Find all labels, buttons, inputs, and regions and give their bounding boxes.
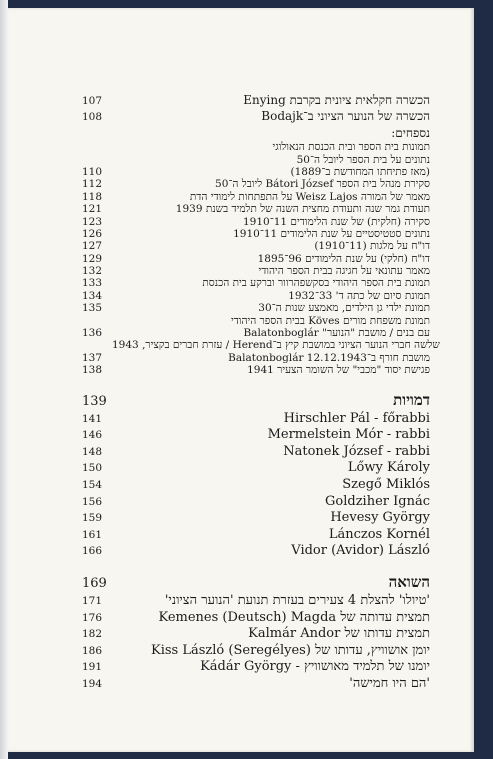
book-left-edge: [0, 0, 8, 759]
entry-title: תמונות בית הספר ובית הכנסת הנאולוגי: [272, 141, 430, 154]
toc-entry: [82, 494, 430, 511]
page-number: 154: [82, 478, 103, 491]
entry-title: עם בנים / מושבת "הנוער" Balatonboglár: [243, 327, 430, 340]
entry-title: דו"ח על מלגות (11־1910): [314, 240, 430, 253]
entry-title: נתונים על בית הספר ליובל ה־50: [296, 153, 430, 166]
page-number: 136: [82, 327, 103, 340]
page-number: 107: [82, 95, 103, 107]
entry-title: Szegő Miklós: [342, 476, 430, 492]
entry-title: מאמר עתונאי על חגיגה בבית הספר היהודי: [258, 265, 430, 278]
toc-entry: [82, 339, 440, 352]
page-number: 126: [82, 227, 103, 240]
entry-title: Lánczos Kornél: [328, 526, 430, 542]
page-number: 110: [82, 165, 103, 178]
entry-title: מאמר של המורה Weisz Lajos על התפתחות לימודי הדת: [189, 190, 430, 203]
toc-entry: [82, 253, 430, 265]
entry-title: סקירת מנהל בית הספר Bátori József ליובל ה־50: [215, 178, 430, 191]
entry-title: פגישת יסוד "מכבי" של השומר הצעיר 1941: [247, 364, 430, 377]
toc-entry: [82, 659, 430, 676]
toc-entry: [82, 411, 430, 428]
page-number: 161: [82, 528, 103, 541]
entry-title: Mermelstein Mór - rabbi: [267, 427, 430, 443]
page-number: 123: [82, 215, 103, 228]
entry-title: Hevesy György: [330, 510, 430, 526]
entry-title: Goldziher Ignác: [325, 493, 430, 509]
toc-entry: [82, 228, 430, 240]
toc-entry: [82, 364, 430, 376]
entry-title: (מאז פתיחתו המחודשת ב־1889): [290, 165, 430, 178]
page-number: 156: [82, 495, 103, 508]
toc-entry: [82, 92, 430, 108]
entry-title: Lőwy Károly: [347, 460, 430, 476]
entry-title: Natonek József - rabbi: [283, 443, 430, 459]
page-number: 129: [82, 252, 103, 265]
entry-title: תמצית עדותו של Kalmár Andor: [248, 626, 430, 642]
page-number: 169: [82, 575, 107, 591]
entry-title: יומן אושוויץ, עדותו של (Seregélyes) Kiss László: [151, 642, 430, 658]
page-number: 182: [82, 628, 103, 641]
toc-entry: [82, 527, 430, 544]
toc-entry: [82, 460, 430, 477]
entry-title: מושבת חורף ב־Balatonboglár 12.12.1943: [228, 351, 430, 364]
toc-entry: [82, 302, 430, 314]
entry-title: הכשרה חקלאית ציונית בקרבת Enying: [243, 93, 430, 107]
toc-entry: [82, 290, 430, 302]
toc-entry: [82, 203, 430, 215]
entry-title: נתונים סטטיסטיים על שנת הלימודים 11־1910: [233, 227, 430, 240]
toc-entry: [82, 277, 430, 289]
toc-entry: [82, 444, 430, 461]
toc-entry: [82, 166, 430, 178]
page-number: 146: [82, 429, 103, 442]
page-number: 148: [82, 445, 103, 458]
entry-title: תמונת ילדי גן הילדים, מאמצע שנות ה־30: [258, 302, 430, 315]
page-number: 133: [82, 277, 103, 290]
entry-title: שלשה חברי הנוער הציוני במושבת קיץ ב־Herend / עזרת חברים בקציר, 1943: [112, 339, 440, 352]
entry-title: נספחים:: [391, 125, 430, 140]
toc-entry: [82, 593, 430, 610]
entry-title: דמויות: [393, 390, 430, 409]
toc-entry: [82, 510, 430, 527]
entry-title: הכשרה של הנוער הציוני ב־Bodajk: [261, 109, 430, 124]
page-number: 138: [82, 364, 103, 377]
toc-entry: [82, 676, 430, 693]
toc-entry: [82, 543, 430, 560]
toc-entry: [82, 178, 430, 190]
page-number: 139: [82, 393, 107, 409]
entry-title: Hirschler Pál - főrabbi: [283, 410, 430, 426]
entry-title: יומנו של תלמיד מאושוויץ - Kádár György: [200, 659, 430, 675]
toc-entry: [82, 154, 430, 166]
page-number: 166: [82, 545, 103, 558]
toc-entry: [82, 216, 430, 228]
entry-title: השואה: [388, 572, 430, 591]
page-number: 132: [82, 265, 103, 278]
page-number: 134: [82, 289, 103, 302]
page-number: 186: [82, 644, 103, 657]
toc-entry: [82, 265, 430, 277]
page-number: 118: [82, 190, 103, 203]
book-page: [8, 8, 474, 752]
table-of-contents: [82, 92, 440, 693]
entry-title: Vidor (Avidor) László: [291, 543, 430, 559]
toc-entry: [82, 125, 430, 141]
page-number: 159: [82, 512, 103, 525]
toc-entry: [82, 626, 430, 643]
entry-title: סקירה (חלקית) של שנת הלימודים 11־1910: [242, 215, 430, 228]
entry-title: תעודת גמר שנה ותעודת מחצית השנה של תלמיד בשנת 1939: [175, 203, 430, 216]
toc-entry: [82, 352, 430, 364]
toc-entry: [82, 191, 430, 203]
section-heading: [82, 391, 430, 409]
page-number: 191: [82, 661, 103, 674]
toc-entry: [82, 427, 430, 444]
toc-entry: [82, 327, 430, 339]
toc-entry: [82, 240, 430, 252]
entry-title: 'טיולו' להצלת 4 צעירים בעזרת תנועת 'הנוער הציוני': [164, 592, 430, 608]
page-number: 108: [82, 111, 103, 124]
page-number: 135: [82, 302, 103, 315]
toc-entry: [82, 610, 430, 627]
toc-entry: [82, 643, 430, 660]
entry-title: 'הם היו חמישה': [349, 675, 430, 691]
entry-title: תמונת בית הספר היהודי בסקשפהרוור וברקע בית הכנסת: [202, 277, 430, 290]
entry-title: דו"ח (חלקי) על שנת הלימודים 96־1895: [257, 252, 430, 265]
entry-title: תמונת משפחת מורים Köves בבית הספר היהודי: [230, 314, 430, 327]
toc-entry: [82, 141, 430, 153]
page-number: 194: [82, 677, 103, 690]
page-number: 171: [82, 594, 103, 607]
page-number: 141: [82, 412, 103, 425]
section-heading: [82, 573, 430, 591]
page-number: 121: [82, 203, 103, 216]
toc-entry: [82, 477, 430, 494]
page-number: 137: [82, 351, 103, 364]
entry-title: תמצית עדותה של Kemenes (Deutsch) Magda: [158, 609, 430, 625]
entry-title: תמונת סיום של כתה ד' 33־1932: [288, 289, 430, 302]
toc-entry: [82, 315, 430, 327]
page-number: 112: [82, 178, 103, 191]
toc-entry: [82, 108, 430, 124]
page-number: 127: [82, 240, 103, 253]
page-number: 150: [82, 462, 103, 475]
page-number: 176: [82, 611, 103, 624]
